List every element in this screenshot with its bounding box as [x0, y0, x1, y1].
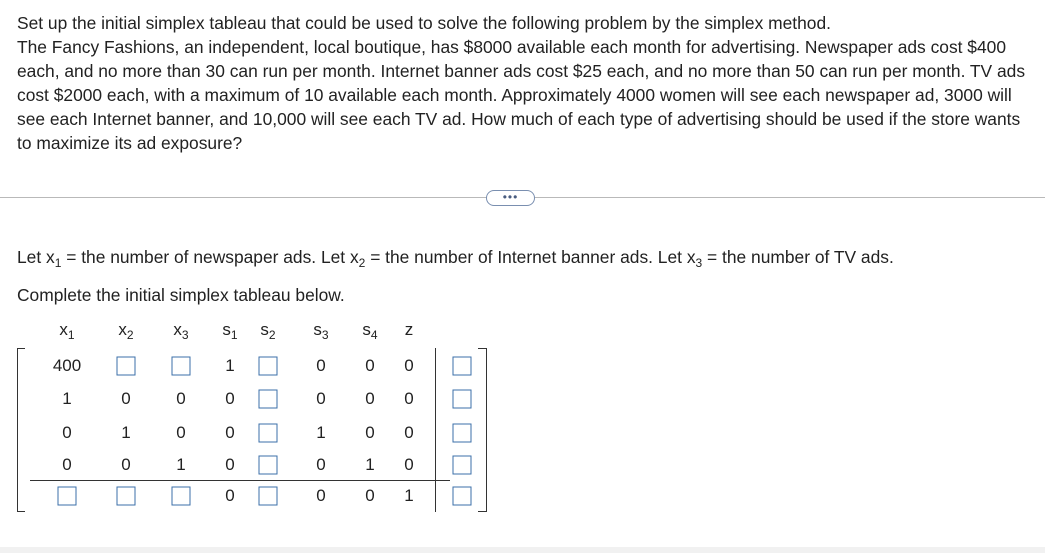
objective-row-separator [30, 480, 450, 481]
x1-definition: = the number of newspaper ads. Let x [61, 247, 359, 267]
rhs-separator [435, 348, 436, 512]
problem-statement [17, 11, 1037, 155]
problem-instruction: Set up the initial simplex tableau that could be used to solve the following problem by the simplex method. [17, 13, 831, 33]
tableau-header-x1 [59, 320, 74, 342]
tableau-input-r4-c5[interactable] [259, 456, 278, 475]
header-subscript: 2 [268, 328, 276, 342]
tableau-header-s4 [362, 320, 377, 342]
tableau-value-r4-c7: 1 [365, 455, 375, 474]
header-subscript: 1 [67, 328, 75, 342]
tableau-header-s1 [222, 320, 237, 342]
header-variable: x [118, 320, 127, 339]
tableau-value-r3-c1: 0 [62, 423, 72, 442]
header-subscript: 3 [181, 328, 189, 342]
header-variable: s [222, 320, 231, 339]
tableau-header-x3 [173, 320, 188, 342]
tableau-value-r1-c8: 0 [404, 356, 414, 375]
tableau-value-r3-c7: 0 [365, 423, 375, 442]
tableau-header-x2 [118, 320, 133, 342]
tableau-value-r3-c3: 0 [176, 423, 186, 442]
tableau-instruction: Complete the initial simplex tableau below. [17, 285, 345, 305]
x3-definition: = the number of TV ads. [702, 247, 894, 267]
tableau-header-s3 [313, 320, 328, 342]
bracket-right-top [478, 348, 486, 349]
tableau-value-r2-c4: 0 [225, 389, 235, 408]
tableau-input-r1-c3[interactable] [172, 357, 191, 376]
tableau-value-r3-c8: 0 [404, 423, 414, 442]
tableau-value-r2-c1: 1 [62, 389, 72, 408]
bracket-right [486, 348, 487, 512]
tableau-value-r3-c4: 0 [225, 423, 235, 442]
tableau-header-z [405, 320, 414, 340]
tableau-value-r2-c2: 0 [121, 389, 131, 408]
let-x1-text: Let x [17, 247, 55, 267]
tableau-input-r5-c9[interactable] [453, 487, 472, 506]
header-variable: x [59, 320, 68, 339]
footer-bar [0, 547, 1045, 553]
tableau-value-r1-c1: 400 [52, 356, 82, 375]
tableau-input-r1-c2[interactable] [117, 357, 136, 376]
x2-subscript: 2 [358, 256, 366, 270]
tableau-value-r4-c6: 0 [316, 455, 326, 474]
tableau-value-r4-c8: 0 [404, 455, 414, 474]
bracket-left-top [17, 348, 25, 349]
bracket-left-bottom [17, 511, 25, 512]
tableau-input-r3-c5[interactable] [259, 424, 278, 443]
tableau-value-r4-c1: 0 [62, 455, 72, 474]
header-variable: s [260, 320, 269, 339]
tableau-value-r3-c6: 1 [316, 423, 326, 442]
header-subscript: 3 [321, 328, 329, 342]
header-variable: z [404, 320, 414, 339]
tableau-value-r5-c7: 0 [365, 486, 375, 505]
tableau-input-r5-c3[interactable] [172, 487, 191, 506]
bracket-right-bottom [478, 511, 486, 512]
header-variable: x [173, 320, 182, 339]
tableau-value-r4-c4: 0 [225, 455, 235, 474]
header-variable: s [313, 320, 322, 339]
header-subscript: 4 [370, 328, 378, 342]
variable-definition-line [17, 241, 894, 279]
tableau-input-r2-c9[interactable] [453, 390, 472, 409]
x1-subscript: 1 [54, 256, 62, 270]
tableau-value-r5-c4: 0 [225, 486, 235, 505]
tableau-input-r1-c9[interactable] [453, 357, 472, 376]
tableau-header-s2 [260, 320, 275, 342]
tableau-input-r5-c2[interactable] [117, 487, 136, 506]
tableau-value-r3-c2: 1 [121, 423, 131, 442]
bracket-left [17, 348, 18, 512]
tableau-value-r1-c7: 0 [365, 356, 375, 375]
header-variable: s [362, 320, 371, 339]
tableau-input-r5-c5[interactable] [259, 487, 278, 506]
tableau-value-r2-c7: 0 [365, 389, 375, 408]
header-subscript: 2 [126, 328, 134, 342]
more-options-button[interactable]: ••• [486, 190, 535, 206]
tableau-value-r2-c3: 0 [176, 389, 186, 408]
tableau-input-r4-c9[interactable] [453, 456, 472, 475]
header-subscript: 1 [230, 328, 238, 342]
tableau-input-r1-c5[interactable] [259, 357, 278, 376]
variable-definitions [17, 241, 894, 311]
tableau-input-r2-c5[interactable] [259, 390, 278, 409]
tableau-value-r2-c6: 0 [316, 389, 326, 408]
tableau-value-r5-c6: 0 [316, 486, 326, 505]
tableau-value-r4-c2: 0 [121, 455, 131, 474]
tableau-value-r4-c3: 1 [176, 455, 186, 474]
tableau-value-r5-c8: 1 [404, 486, 414, 505]
tableau-input-r3-c9[interactable] [453, 424, 472, 443]
x3-subscript: 3 [695, 256, 703, 270]
problem-body: The Fancy Fashions, an independent, local boutique, has $8000 available each month for advertising. Newspaper ads cost $400 each, and no more than 30 can run per month. Internet banner ads cost $25 each, and no more than 50 can run per month. TV ads cost $2000 each, with a maximum of 10 available each month. Approximately 4000 women will see each newspaper ad, 3000 will see each Internet banner, and 10,000 will see each TV ad. How much of each type of advertising should be used if the store wants to maximize its ad exposure? [17, 37, 1026, 153]
x2-definition: = the number of Internet banner ads. Let x [365, 247, 696, 267]
tableau-input-r5-c1[interactable] [58, 487, 77, 506]
tableau-value-r1-c4: 1 [225, 356, 235, 375]
tableau-value-r2-c8: 0 [404, 389, 414, 408]
tableau-value-r1-c6: 0 [316, 356, 326, 375]
